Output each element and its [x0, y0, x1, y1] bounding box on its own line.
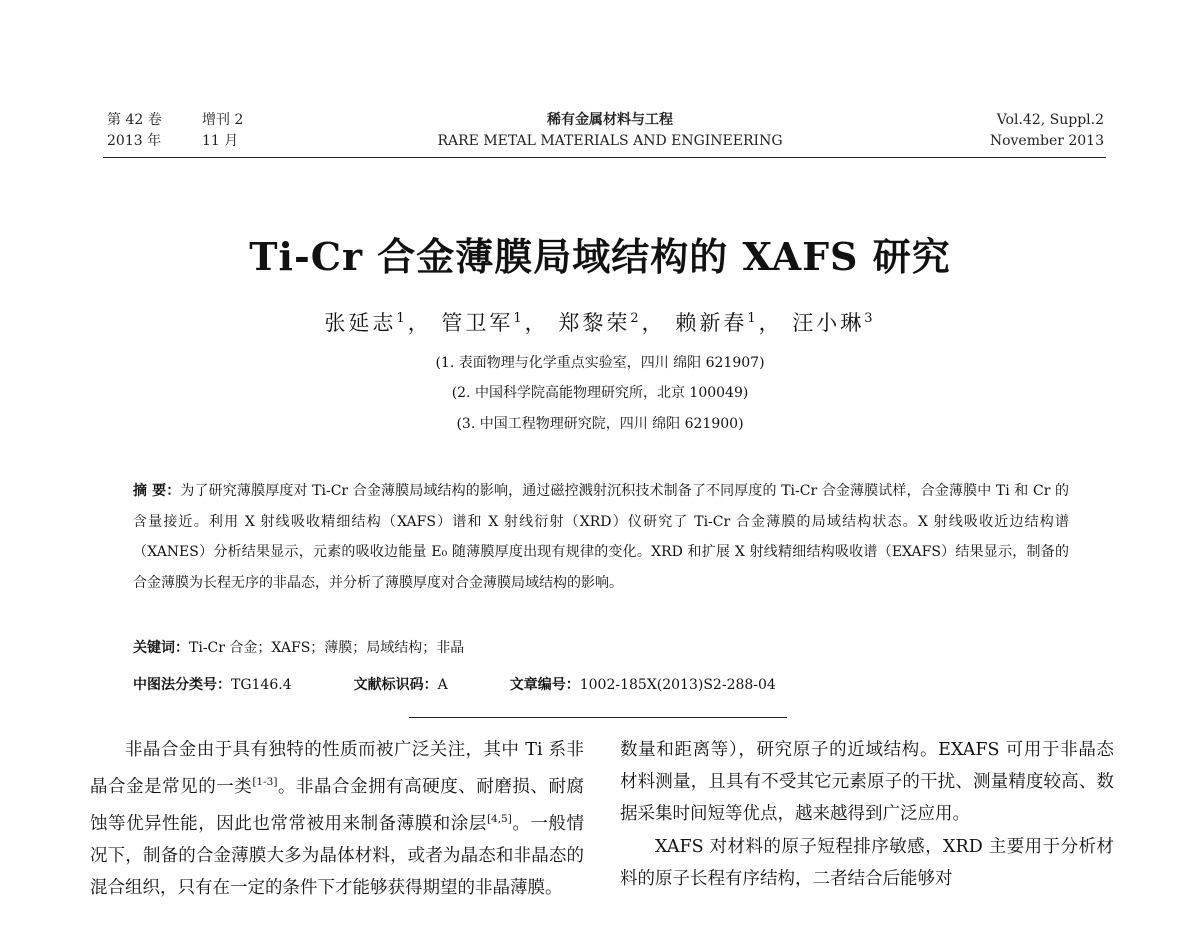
header-right: [990, 110, 1104, 152]
author-aff: 2: [630, 311, 642, 326]
journal-name-en: RARE METAL MATERIALS AND ENGINEERING: [437, 133, 783, 149]
keywords: [133, 637, 464, 657]
affiliation-1: (1. 表面物理与化学重点实验室，四川 绵阳 621907): [435, 355, 765, 371]
article-no-label: 文章编号：: [509, 677, 580, 693]
keywords-label: 关键词：: [133, 640, 189, 656]
doc-code-label: 文献标识码：: [353, 677, 438, 693]
body-paragraph: XAFS 对材料的原子短程排序敏感，XRD 主要用于分析材料的原子长程有序结构，二者结合后能够对: [620, 836, 1114, 889]
body-text: 非晶合金由于具有独特的性质而被广泛关注，其中 Ti 系非晶合金是常见的一类: [90, 740, 584, 798]
author-aff: 3: [864, 311, 876, 326]
abstract: [133, 476, 1069, 598]
clc-label: 中图法分类号：: [133, 677, 231, 693]
clc-value: TG146.4: [231, 677, 292, 693]
volume-en: Vol.42, Suppl.2: [996, 112, 1104, 128]
abstract-label: 摘 要：: [133, 483, 181, 499]
date-en: November 2013: [989, 133, 1104, 149]
body-paragraph: 数量和距离等），研究原子的近域结构。EXAFS 可用于非晶态材料测量，且具有不受其它元素原子的干扰、测量精度较高、数据采集时间短等优点，越来越得到广泛应用。: [620, 740, 1114, 825]
body-text: 。非晶合金拥有高硬度、耐磨损、耐腐蚀等优异性能，因此也常常被用来制备薄膜和涂层: [90, 777, 585, 835]
body-text: 。一般情况下，制备的合金薄膜大多为晶体材料，或者为晶态和非晶态的混合组织，只有在一定的条件下才能够获得期望的非晶薄膜。: [90, 814, 585, 899]
author-aff: 1: [513, 311, 525, 326]
keywords-text: Ti-Cr 合金；XAFS；薄膜；局域结构；非晶: [189, 640, 465, 656]
doc-code-value: A: [437, 677, 448, 693]
issue-cn: 增刊 2: [202, 112, 244, 128]
article-no-value: 1002-185X(2013)S2-288-04: [579, 677, 776, 693]
author-name: 汪小琳: [792, 311, 865, 335]
header-rule: [103, 157, 1106, 158]
author-name: 郑黎荣: [558, 311, 631, 335]
author-name: 赖新春: [675, 311, 748, 335]
affiliation-3: (3. 中国工程物理研究院，四川 绵阳 621900): [456, 416, 744, 432]
journal-name-cn: 稀有金属材料与工程: [547, 112, 673, 128]
paper-title: Ti-Cr 合金薄膜局域结构的 XAFS 研究: [249, 234, 951, 279]
author-aff: 1: [747, 311, 759, 326]
body-paragraph: [90, 734, 584, 905]
affiliation-2: (2. 中国科学院高能物理研究所，北京 100049): [451, 385, 749, 401]
body-column-right: [620, 734, 1114, 895]
volume-cn: 第 42 卷: [107, 112, 162, 128]
header-left: [107, 110, 243, 152]
author-list: 张延志$^1$， 管卫军$^1$， 郑黎荣$^2$， 赖新春$^1$， 汪小琳$^3$: [324, 311, 876, 335]
citation: [1-3]: [252, 776, 278, 789]
month-cn: 11 月: [202, 133, 239, 149]
abstract-separator: [409, 717, 787, 718]
author-aff: 1: [396, 311, 408, 326]
author-name: 管卫军: [441, 311, 514, 335]
classification-row: [133, 674, 838, 694]
body-column-left: [90, 734, 584, 905]
citation: [4,5]: [486, 813, 512, 826]
year-cn: 2013 年: [107, 133, 162, 149]
abstract-text: 为了研究薄膜厚度对 Ti-Cr 合金薄膜局域结构的影响，通过磁控溅射沉积技术制备了不同厚度的 Ti-Cr 合金薄膜试样，合金薄膜中 Ti 和 Cr 的含量接近。利用 X 射线吸收精细结构（XAFS）谱和 X 射线衍射（XRD）仪研究了 Ti-Cr 合金薄膜的局域结构状态。X 射线吸收近边结构谱（XANES）分析结果显示，元素的吸收边能量 E₀ 随薄膜厚度出现有规律的变化。XRD 和扩展 X 射线精细结构吸收谱（EXAFS）结果显示，制备的合金薄膜为长程无序的非晶态，并分析了薄膜厚度对合金薄膜局域结构的影响。: [133, 483, 1070, 591]
header-center: [330, 110, 890, 152]
author-name: 张延志: [324, 311, 397, 335]
